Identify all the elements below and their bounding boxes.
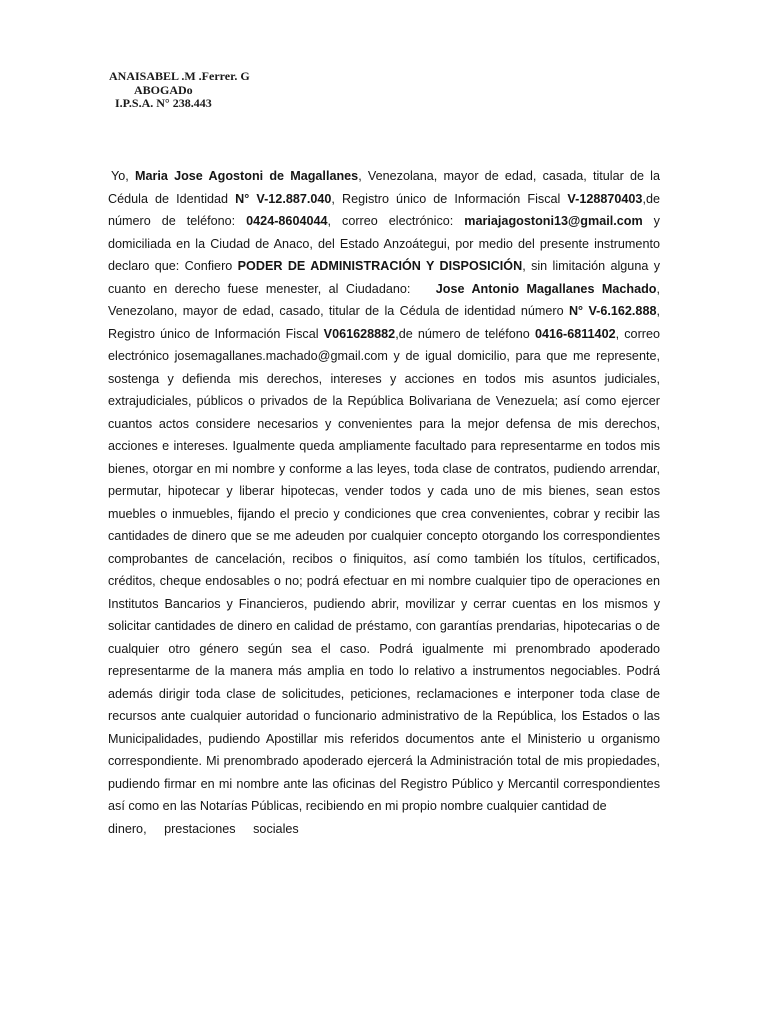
body-text: , Registro único de Información Fiscal [108,304,660,341]
body-text: , sin limitación alguna y cuanto en derecho fuese menester, al Ciudadano: [108,259,660,296]
body-text: ,de número de teléfono [395,326,535,341]
lawyer-name: ANAISABEL .M .Ferrer. G [109,69,250,83]
body-text: , correo electrónico: [327,214,465,228]
body-text: y domiciliada en la Ciudad de Anaco, del Estado Anzoátegui, por medio del presente instrumento declaro que: Confiero [108,214,660,273]
grantor-email: mariajagostoni13@gmail.com [464,214,643,228]
body-text: , Registro único de Información Fiscal [331,191,568,206]
grantor-name: Maria Jose Agostoni de Magallanes [134,169,359,183]
body-text: Yo, [111,169,135,183]
lawyer-ipsa-number: I.P.S.A. N° 238.443 [115,96,212,110]
agent-rif: V061628882 [323,326,396,341]
agent-name: Jose Antonio Magallanes Machado [435,281,657,296]
body-text: , Venezolana, mayor de edad, casada, titular de la Cédula de Identidad [108,169,660,206]
power-of-attorney-body [108,165,660,840]
grantor-id-number: N° V-12.887.040 [235,191,332,206]
letterhead [108,70,250,111]
grantor-rif: V-128870403 [567,191,643,206]
body-text: , correo electrónico josemagallanes.machado@gmail.com y de igual domicilio, para que me represente, sostenga y defienda mis derechos, intereses y acciones en todos mis asuntos judiciales, extrajudiciales, públicos o privados de la República Bolivariana de Venezuela; así como ejercer cuantos actos considere necesarios y convenientes para la mejor defensa de mis derechos, acciones e intereses. Igualmente queda ampliamente facultado para representarme en todos mis bienes, otorgar en mi nombre y conforme a las leyes, toda clase de contratos, pudiendo arrendar, permutar, hipotecar y liberar hipotecas, vender todos y cada uno de mis bienes, sean estos muebles o inmuebles, fijando el precio y condiciones que crea convenientes, cobrar y recibir las cantidades de dinero que se me adeuden por cualquier concepto otorgando los correspondientes comprobantes de cancelación, recibos o finiquitos, así como también los títulos, certificados, créditos, cheque endosables o no; podrá efectuar en mi nombre cualquier tipo de operaciones en Institutos Bancarios y Financieros, pudiendo abrir, movilizar y cerrar cuentas en los mismos y solicitar cantidades de dinero en calidad de préstamo, con garantías prendarias, hipotecarias o de cualquier otro género según sea el caso. Podrá igualmente mi prenombrado apoderado representarme de la manera más amplia en todo lo relativo a instrumentos negociables. Podrá además dirigir toda clase de solicitudes, peticiones, reclamaciones e interponer toda clase de recursos ante cualquier autoridad o funcionario administrativo de la República, los Estados o las Municipalidades, pudiendo Apostillar mis referidos documentos ante el Ministerio u organismo correspondiente. Mi prenombrado apoderado ejercerá la Administración total de mis propiedades, pudiendo firmar en mi nombre ante las oficinas del Registro Público y Mercantil correspondientes así como en las Notarías Públicas, recibiendo en mi propio nombre cualquier cantidad de [108,326,661,813]
lawyer-title: ABOGADo [134,82,193,97]
body-text: , Venezolano, mayor de edad, casado, titular de la Cédula de identidad número [108,281,661,318]
power-type: PODER DE ADMINISTRACIÓN Y DISPOSICIÓN [237,259,523,273]
body-text: ,de número de teléfono: [108,191,660,228]
body-text-tail: dinero, prestaciones sociales [108,821,299,836]
agent-phone: 0416-6811402 [534,326,616,341]
agent-id-number: N° V-6.162.888 [568,304,657,318]
grantor-phone: 0424-8604044 [246,214,328,228]
